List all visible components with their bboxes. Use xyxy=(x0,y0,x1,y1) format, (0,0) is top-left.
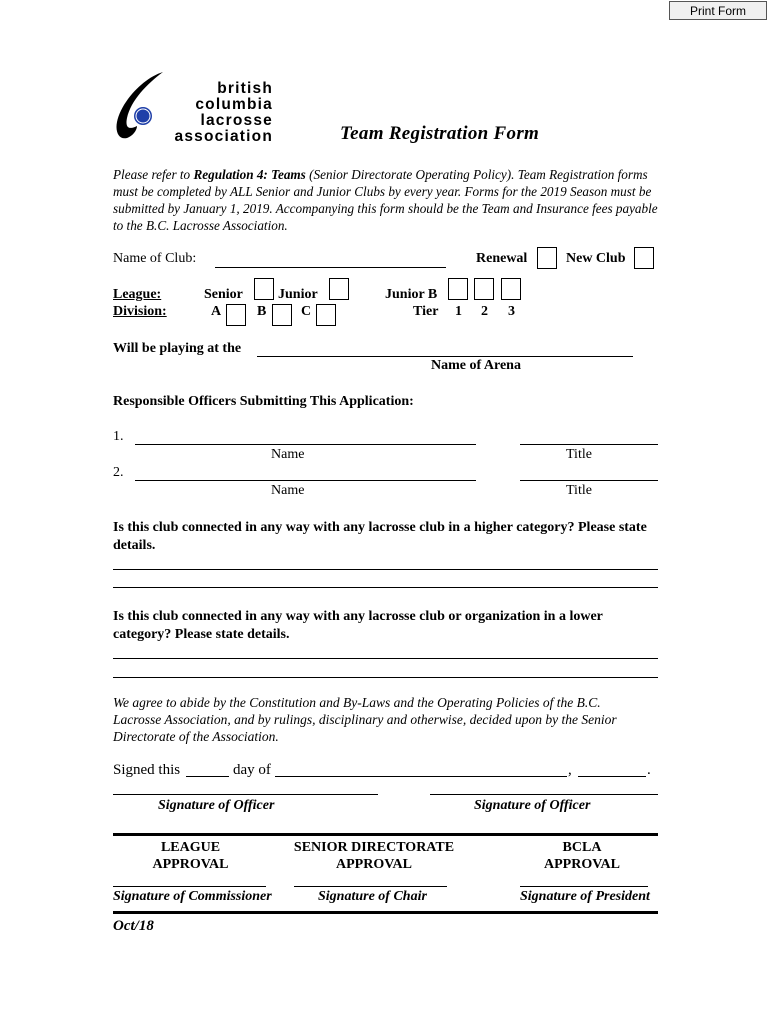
junior-checkbox[interactable] xyxy=(329,278,349,300)
officer-2-title-caption: Title xyxy=(566,483,592,498)
signed-month-input[interactable] xyxy=(275,776,567,777)
intro-paragraph xyxy=(113,166,658,234)
logo-line-columbia: columbia xyxy=(195,96,273,113)
club-name-label: Name of Club: xyxy=(113,251,197,266)
footer-date: Oct/18 xyxy=(113,918,154,934)
president-signature-caption: Signature of President xyxy=(520,889,650,904)
club-name-input[interactable] xyxy=(215,267,446,268)
intro-prefix: Please refer to xyxy=(113,167,194,182)
tier-2-label: 2 xyxy=(481,304,488,319)
officer-2-number: 2. xyxy=(113,465,124,480)
lower-category-question: Is this club connected in any way with any lacrosse club or organization in a lower category? Please state details. xyxy=(113,609,603,642)
bcla-approval-line1: BCLA xyxy=(562,840,602,855)
tier-3-checkbox[interactable] xyxy=(501,278,521,300)
league-approval-line1: LEAGUE xyxy=(160,840,221,855)
president-signature-line[interactable] xyxy=(520,886,648,887)
arena-caption: Name of Arena xyxy=(431,358,521,373)
signed-comma: , xyxy=(568,762,572,778)
logo-line-association: association xyxy=(174,128,273,145)
officer-signature-line-left[interactable] xyxy=(113,794,378,795)
day-of-label: day of xyxy=(233,762,271,778)
new-club-label: New Club xyxy=(566,251,626,266)
chair-signature-caption: Signature of Chair xyxy=(318,889,427,904)
logo-line-british: british xyxy=(217,80,273,97)
league-approval-line2: APPROVAL xyxy=(152,857,229,872)
division-b-checkbox[interactable] xyxy=(272,304,292,326)
tier-3-label: 3 xyxy=(508,304,515,319)
junior-b-label: Junior B xyxy=(385,287,438,302)
senior-approval-heading xyxy=(288,839,460,873)
league-approval-heading xyxy=(113,839,268,873)
intro-regulation: Regulation 4: Teams xyxy=(193,167,306,182)
officer-2-name-input[interactable] xyxy=(135,480,476,481)
league-label: League: xyxy=(113,287,162,302)
division-a-checkbox[interactable] xyxy=(226,304,246,326)
officer-2-title-input[interactable] xyxy=(520,480,658,481)
officer-1-number: 1. xyxy=(113,429,124,444)
signed-year-input[interactable] xyxy=(578,776,646,777)
officer-1-title-caption: Title xyxy=(566,447,592,462)
senior-label: Senior xyxy=(204,287,243,302)
division-b-label: B xyxy=(257,304,267,319)
arena-input[interactable] xyxy=(257,356,633,357)
signed-period: . xyxy=(647,762,651,778)
approvals-top-rule xyxy=(113,833,658,836)
signed-this-label: Signed this xyxy=(113,762,181,778)
logo-line-lacrosse: lacrosse xyxy=(200,112,273,129)
officer-signature-caption-right: Signature of Officer xyxy=(474,798,591,813)
officer-signature-caption-left: Signature of Officer xyxy=(158,798,275,813)
lower-details-line-1[interactable] xyxy=(113,658,658,659)
agreement-paragraph: We agree to abide by the Constitution and By-Laws and the Operating Policies of the B.C. Lacrosse Association, and by rulings, disciplinary and otherwise, decided upon by the Senior Directorate of the Association. xyxy=(113,695,617,744)
senior-checkbox[interactable] xyxy=(254,278,274,300)
lacrosse-stick-logo-icon xyxy=(113,70,173,142)
higher-details-line-1[interactable] xyxy=(113,569,658,570)
print-form-button[interactable]: Print Form xyxy=(669,1,767,20)
division-c-checkbox[interactable] xyxy=(316,304,336,326)
intro-suffix: (Senior Directorate Operating Policy). Team Registration forms must be completed by ALL Senior and Junior Clubs by every year. Forms for the 2019 Season must be submitted by January 1, 2019. Accompanying this form should be the Team and Insurance fees payable to the B.C. Lacrosse Association. xyxy=(113,167,658,233)
tier-label: Tier xyxy=(413,304,439,319)
chair-signature-line[interactable] xyxy=(294,886,447,887)
tier-1-label: 1 xyxy=(455,304,462,319)
tier-1-checkbox[interactable] xyxy=(448,278,468,300)
commissioner-signature-caption: Signature of Commissioner xyxy=(113,889,272,904)
senior-approval-line2: APPROVAL xyxy=(336,857,412,872)
higher-category-question: Is this club connected in any way with any lacrosse club in a higher category? Please state details. xyxy=(113,520,647,553)
bcla-approval-line2: APPROVAL xyxy=(544,857,620,872)
higher-details-line-2[interactable] xyxy=(113,587,658,588)
arena-label: Will be playing at the xyxy=(113,341,242,356)
page-title: Team Registration Form xyxy=(340,123,540,144)
senior-approval-line1: SENIOR DIRECTORATE xyxy=(293,840,455,855)
bcla-approval-heading xyxy=(512,839,652,873)
division-label: Division: xyxy=(113,304,167,319)
officer-1-title-input[interactable] xyxy=(520,444,658,445)
division-a-label: A xyxy=(211,304,222,319)
commissioner-signature-line[interactable] xyxy=(113,886,266,887)
division-c-label: C xyxy=(301,304,312,319)
renewal-label: Renewal xyxy=(476,251,528,266)
lower-details-line-2[interactable] xyxy=(113,677,658,678)
bcla-logo xyxy=(113,70,278,145)
approvals-bottom-rule xyxy=(113,911,658,914)
signed-day-input[interactable] xyxy=(186,776,229,777)
tier-2-checkbox[interactable] xyxy=(474,278,494,300)
renewal-checkbox[interactable] xyxy=(537,247,557,269)
junior-label: Junior xyxy=(278,287,318,302)
officer-1-name-input[interactable] xyxy=(135,444,476,445)
officer-2-name-caption: Name xyxy=(271,483,305,498)
officers-heading: Responsible Officers Submitting This Application: xyxy=(113,394,414,409)
officer-signature-line-right[interactable] xyxy=(430,794,658,795)
new-club-checkbox[interactable] xyxy=(634,247,654,269)
officer-1-name-caption: Name xyxy=(271,447,305,462)
